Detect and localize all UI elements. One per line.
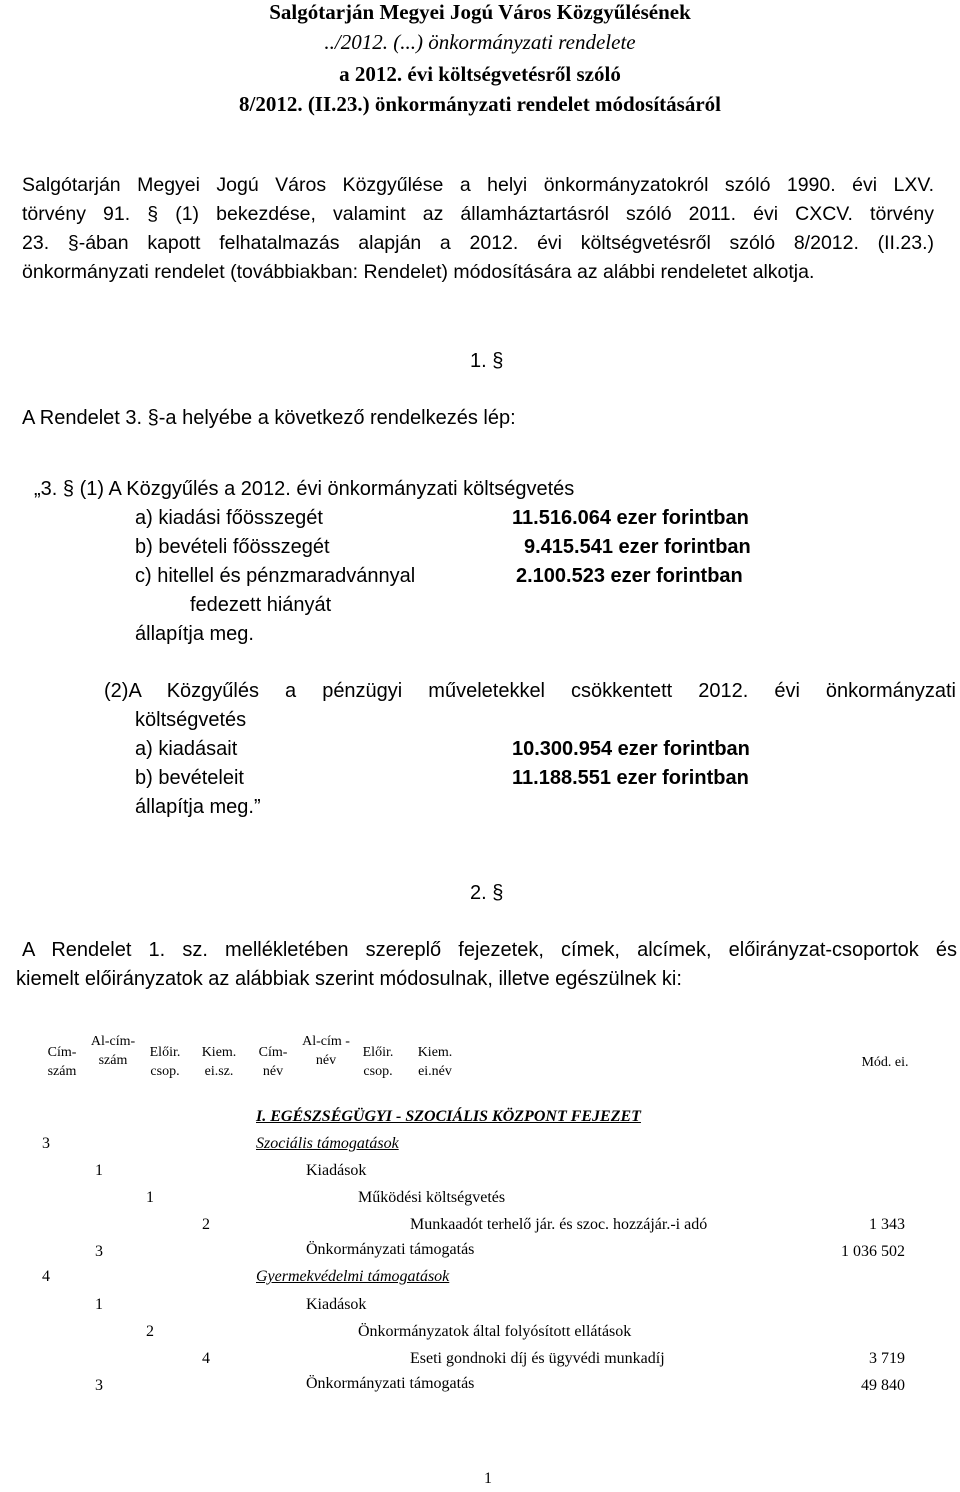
p1-continuation: fedezett hiányát <box>190 594 332 616</box>
section-2-line1: A Rendelet 1. sz. mellékletében szereplő fejezetek, címek, alcímek, előirányzat-csoportok és <box>22 939 957 961</box>
table-row-code: 1 <box>95 1162 103 1179</box>
table-row-text: Kiadások <box>306 1162 367 1179</box>
table-row-text: Eseti gondnoki díj és ügyvédi munkadíj <box>410 1350 665 1367</box>
section-2-line2: kiemelt előirányzatok az alábbiak szerint módosulnak, illetve egészülnek ki: <box>16 968 682 990</box>
doc-title-line1: Salgótarján Megyei Jogú Város Közgyűlésének <box>269 0 691 24</box>
table-row-code: 1 <box>95 1296 103 1313</box>
table-row-value: 1 036 502 <box>841 1243 905 1260</box>
intro-line-3: 23. §-ában kapott felhatalmazás alapján a 2012. évi költségvetésről szóló 8/2012. (II.23.) <box>22 232 934 254</box>
table-row-text: Önkormányzatok által folyósított ellátások <box>358 1323 632 1340</box>
p1-item-c-value: 2.100.523 ezer forintban <box>516 565 743 587</box>
intro-line-4: önkormányzati rendelet (továbbiakban: Rendelet) módosítására az alábbi rendeletet alkotja. <box>22 261 815 283</box>
table-row-code: 3 <box>95 1243 103 1260</box>
table-row-code: 2 <box>202 1216 210 1233</box>
table-row-value: 49 840 <box>861 1377 905 1394</box>
th-mod-ei: Mód. ei. <box>861 1055 909 1070</box>
table-row-code: 4 <box>42 1268 50 1285</box>
intro-line-1: Salgótarján Megyei Jogú Város Közgyűlése a helyi önkormányzatokról szóló 1990. évi LXV. <box>22 174 934 196</box>
th-kiem-einev: Kiem. ei.név <box>417 1045 453 1079</box>
para2-line2: költségvetés <box>135 709 247 731</box>
th-cimnev: Cím-név <box>258 1045 288 1079</box>
para1-intro: „3. § (1) A Közgyűlés a 2012. évi önkormányzati költségvetés <box>34 478 575 500</box>
p2-item-a-value: 10.300.954 ezer forintban <box>512 738 750 760</box>
th-eloir-csop: Előir. csop. <box>149 1045 181 1079</box>
p2-item-b-label: b) bevételeit <box>135 767 244 789</box>
table-row-text: Önkormányzati támogatás <box>306 1375 475 1392</box>
p1-item-b-label: b) bevételi főösszegét <box>135 536 330 558</box>
p2-item-b-value: 11.188.551 ezer forintban <box>512 767 749 789</box>
table-row-value: 3 719 <box>869 1350 905 1367</box>
table-row-code: 3 <box>42 1135 50 1152</box>
th-alcimnev: Al-cím -név <box>302 1034 350 1068</box>
p1-item-a-label: a) kiadási főösszegét <box>135 507 323 529</box>
p1-item-b-value: 9.415.541 ezer forintban <box>524 536 751 558</box>
page-number: 1 <box>484 1470 492 1487</box>
table-row-text: Működési költségvetés <box>358 1189 506 1206</box>
p1-item-a-value: 11.516.064 ezer forintban <box>512 507 749 529</box>
th-alcimszam: Al-cím-szám <box>90 1034 136 1068</box>
table-row-code: 1 <box>146 1189 154 1206</box>
section-1-heading: 1. § <box>470 350 504 372</box>
table-row-value: 1 343 <box>869 1216 905 1233</box>
table-row-text: Szociális támogatások <box>256 1135 399 1152</box>
table-row-text: Kiadások <box>306 1296 367 1313</box>
section-1-lead: A Rendelet 3. §-a helyébe a következő rendelkezés lép: <box>22 407 516 429</box>
table-row-code: 2 <box>146 1323 154 1340</box>
doc-title-line2: ../2012. (...) önkormányzati rendelete <box>324 30 636 54</box>
p2-item-a-label: a) kiadásait <box>135 738 238 760</box>
table-row-text: Gyermekvédelmi támogatások <box>256 1268 450 1285</box>
table-row-code: 4 <box>202 1350 210 1367</box>
th-cimszam: Cím-szám <box>47 1045 77 1079</box>
intro-line-2: törvény 91. § (1) bekezdése, valamint az államháztartásról szóló 2011. évi CXCV. törvény <box>22 203 934 225</box>
doc-title-line4: 8/2012. (II.23.) önkormányzati rendelet módosításáról <box>238 92 721 116</box>
p2-end: állapítja meg.” <box>135 796 261 818</box>
table-row-code: 3 <box>95 1377 103 1394</box>
section-2-heading: 2. § <box>470 882 504 904</box>
table-row-text: Munkaadót terhelő jár. és szoc. hozzájár.-i adó <box>410 1216 708 1233</box>
th-kiem-eisz: Kiem. ei.sz. <box>201 1045 237 1079</box>
th-eloir-csop2: Előir. csop. <box>362 1045 394 1079</box>
p1-item-c-label: c) hitellel és pénzmaradvánnyal <box>135 565 416 587</box>
table-row-text: Önkormányzati támogatás <box>306 1241 475 1258</box>
para2-line1: (2)A Közgyűlés a pénzügyi műveletekkel csökkentett 2012. évi önkormányzati <box>104 680 956 702</box>
p1-end: állapítja meg. <box>135 623 254 645</box>
table-chapter-title: I. EGÉSZSÉGÜGYI - SZOCIÁLIS KÖZPONT FEJEZET <box>256 1108 641 1125</box>
doc-title-line3: a 2012. évi költségvetésről szóló <box>339 62 621 86</box>
